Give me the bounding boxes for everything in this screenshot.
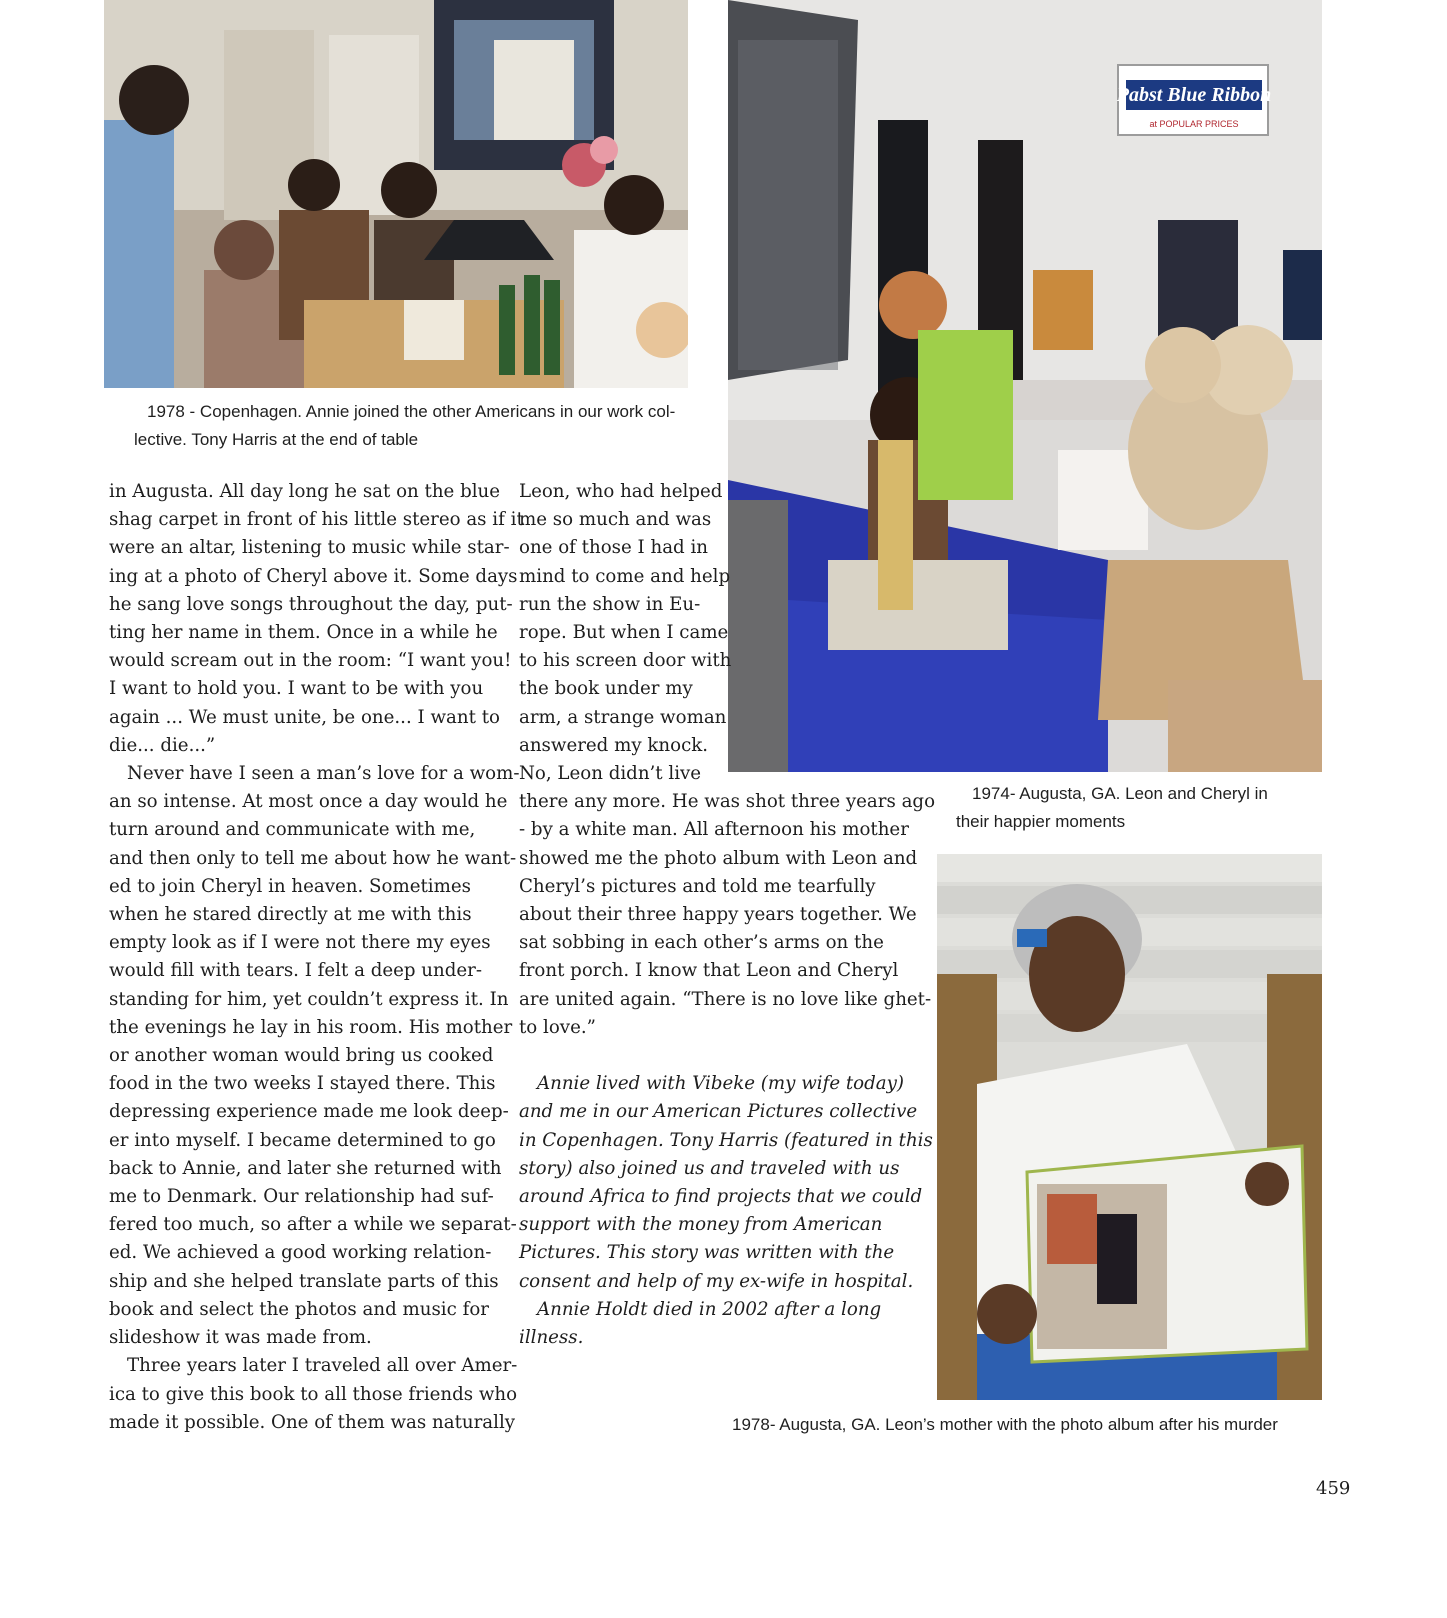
- text-line: slideshow it was made from.: [109, 1327, 372, 1349]
- text-line: back to Annie, and later she returned with: [109, 1157, 502, 1179]
- text-line: or another woman would bring us cooked: [109, 1045, 494, 1067]
- caption-line: 1978 - Copenhagen. Annie joined the other Americans in our work col-: [147, 402, 676, 421]
- text-line: the book under my: [519, 678, 693, 700]
- text-line: I want to hold you. I want to be with you: [109, 678, 484, 700]
- text-line: are united again. “There is no love like ghet-: [519, 988, 932, 1010]
- text-line: an so intense. At most once a day would he: [109, 791, 508, 813]
- body-text-column-right: [519, 478, 935, 1352]
- text-line: Annie lived with Vibeke (my wife today): [537, 1073, 904, 1095]
- photo-leons-mother: [937, 854, 1322, 1400]
- text-line: about their three happy years together. We: [519, 904, 917, 926]
- text-line: ting her name in them. Once in a while he: [109, 622, 498, 644]
- pabst-sign-subtext: at POPULAR PRICES: [1149, 119, 1239, 129]
- text-line: in Copenhagen. Tony Harris (featured in this: [519, 1129, 933, 1151]
- text-line: were an altar, listening to music while star-: [109, 537, 510, 559]
- text-line: turn around and communicate with me,: [109, 819, 476, 841]
- text-line: book and select the photos and music for: [109, 1298, 489, 1320]
- caption-line: 1974- Augusta, GA. Leon and Cheryl in: [972, 784, 1268, 803]
- text-line: er into myself. I became determined to go: [109, 1129, 496, 1151]
- page-number: 459: [1316, 1478, 1351, 1499]
- text-line: ed. We achieved a good working relation-: [109, 1242, 492, 1264]
- body-text-column-left: [109, 478, 524, 1437]
- text-line: he sang love songs throughout the day, put-: [109, 593, 513, 615]
- caption-copenhagen: [134, 398, 676, 454]
- text-line: standing for him, yet couldn’t express it. In: [109, 988, 509, 1010]
- caption-leon-and-cheryl: [956, 780, 1268, 836]
- text-line: and then only to tell me about how he want-: [109, 847, 517, 869]
- text-line: to love.”: [519, 1016, 596, 1038]
- text-line: food in the two weeks I stayed there. This: [109, 1073, 496, 1095]
- text-line: story) also joined us and traveled with us: [519, 1157, 900, 1179]
- text-line: Pictures. This story was written with the: [519, 1242, 895, 1264]
- text-line: and me in our American Pictures collective: [519, 1101, 918, 1123]
- text-line: support with the money from American: [519, 1214, 883, 1236]
- text-line: in Augusta. All day long he sat on the blue: [109, 481, 501, 502]
- text-line: to his screen door with: [519, 650, 732, 672]
- text-line: made it possible. One of them was naturally: [109, 1411, 516, 1433]
- text-line: would fill with tears. I felt a deep under-: [109, 960, 482, 982]
- text-line: around Africa to find projects that we could: [519, 1186, 923, 1208]
- text-line: mind to come and help: [519, 565, 731, 587]
- text-line: again ... We must unite, be one... I want to: [109, 706, 500, 728]
- caption-line: 1978- Augusta, GA. Leon’s mother with the photo album after his murder: [732, 1415, 1278, 1434]
- text-line: Never have I seen a man’s love for a wom-: [127, 763, 520, 785]
- text-line: Annie Holdt died in 2002 after a long: [537, 1298, 882, 1320]
- caption-leons-mother: [732, 1411, 1278, 1439]
- text-line: Leon, who had helped: [519, 481, 723, 502]
- text-line: me to Denmark. Our relationship had suf-: [109, 1186, 494, 1208]
- text-line: arm, a strange woman: [519, 706, 727, 728]
- text-line: sat sobbing in each other’s arms on the: [519, 932, 884, 954]
- caption-line: their happier moments: [956, 812, 1126, 831]
- photo-copenhagen-gathering: [104, 0, 688, 388]
- text-line: depressing experience made me look deep-: [109, 1101, 509, 1123]
- text-line: ing at a photo of Cheryl above it. Some days: [109, 565, 518, 587]
- paragraph-gap: [519, 1042, 935, 1070]
- text-line: - by a white man. All afternoon his mother: [519, 819, 909, 841]
- caption-line: lective. Tony Harris at the end of table: [134, 430, 419, 449]
- text-line: the evenings he lay in his room. His mother: [109, 1016, 513, 1038]
- text-line: showed me the photo album with Leon and: [519, 847, 918, 869]
- text-line: when he stared directly at me with this: [109, 904, 472, 926]
- text-line: me so much and was: [519, 509, 712, 531]
- text-line: front porch. I know that Leon and Cheryl: [519, 960, 899, 982]
- text-line: rope. But when I came: [519, 622, 729, 644]
- text-line: answered my knock.: [519, 734, 709, 756]
- text-line: fered too much, so after a while we separat-: [109, 1214, 517, 1236]
- text-line: there any more. He was shot three years ago: [519, 791, 936, 813]
- text-line: empty look as if I were not there my eyes: [109, 932, 491, 954]
- text-line: No, Leon didn’t live: [519, 763, 702, 785]
- text-line: shag carpet in front of his little stereo as if it: [109, 509, 524, 531]
- text-line: ed to join Cheryl in heaven. Sometimes: [109, 875, 471, 897]
- text-line: run the show in Eu-: [519, 593, 701, 615]
- text-line: would scream out in the room: “I want you!: [109, 650, 512, 672]
- text-line: Cheryl’s pictures and told me tearfully: [519, 875, 876, 897]
- text-line: illness.: [519, 1327, 584, 1349]
- text-line: Three years later I traveled all over Amer-: [127, 1355, 518, 1377]
- pabst-sign-text: Pabst Blue Ribbon: [1116, 84, 1272, 106]
- text-line: ica to give this book to all those friends who: [109, 1383, 518, 1405]
- text-line: one of those I had in: [519, 537, 708, 559]
- text-line: die... die...”: [109, 734, 216, 756]
- text-line: consent and help of my ex-wife in hospital.: [519, 1270, 914, 1292]
- text-line: ship and she helped translate parts of this: [109, 1270, 499, 1292]
